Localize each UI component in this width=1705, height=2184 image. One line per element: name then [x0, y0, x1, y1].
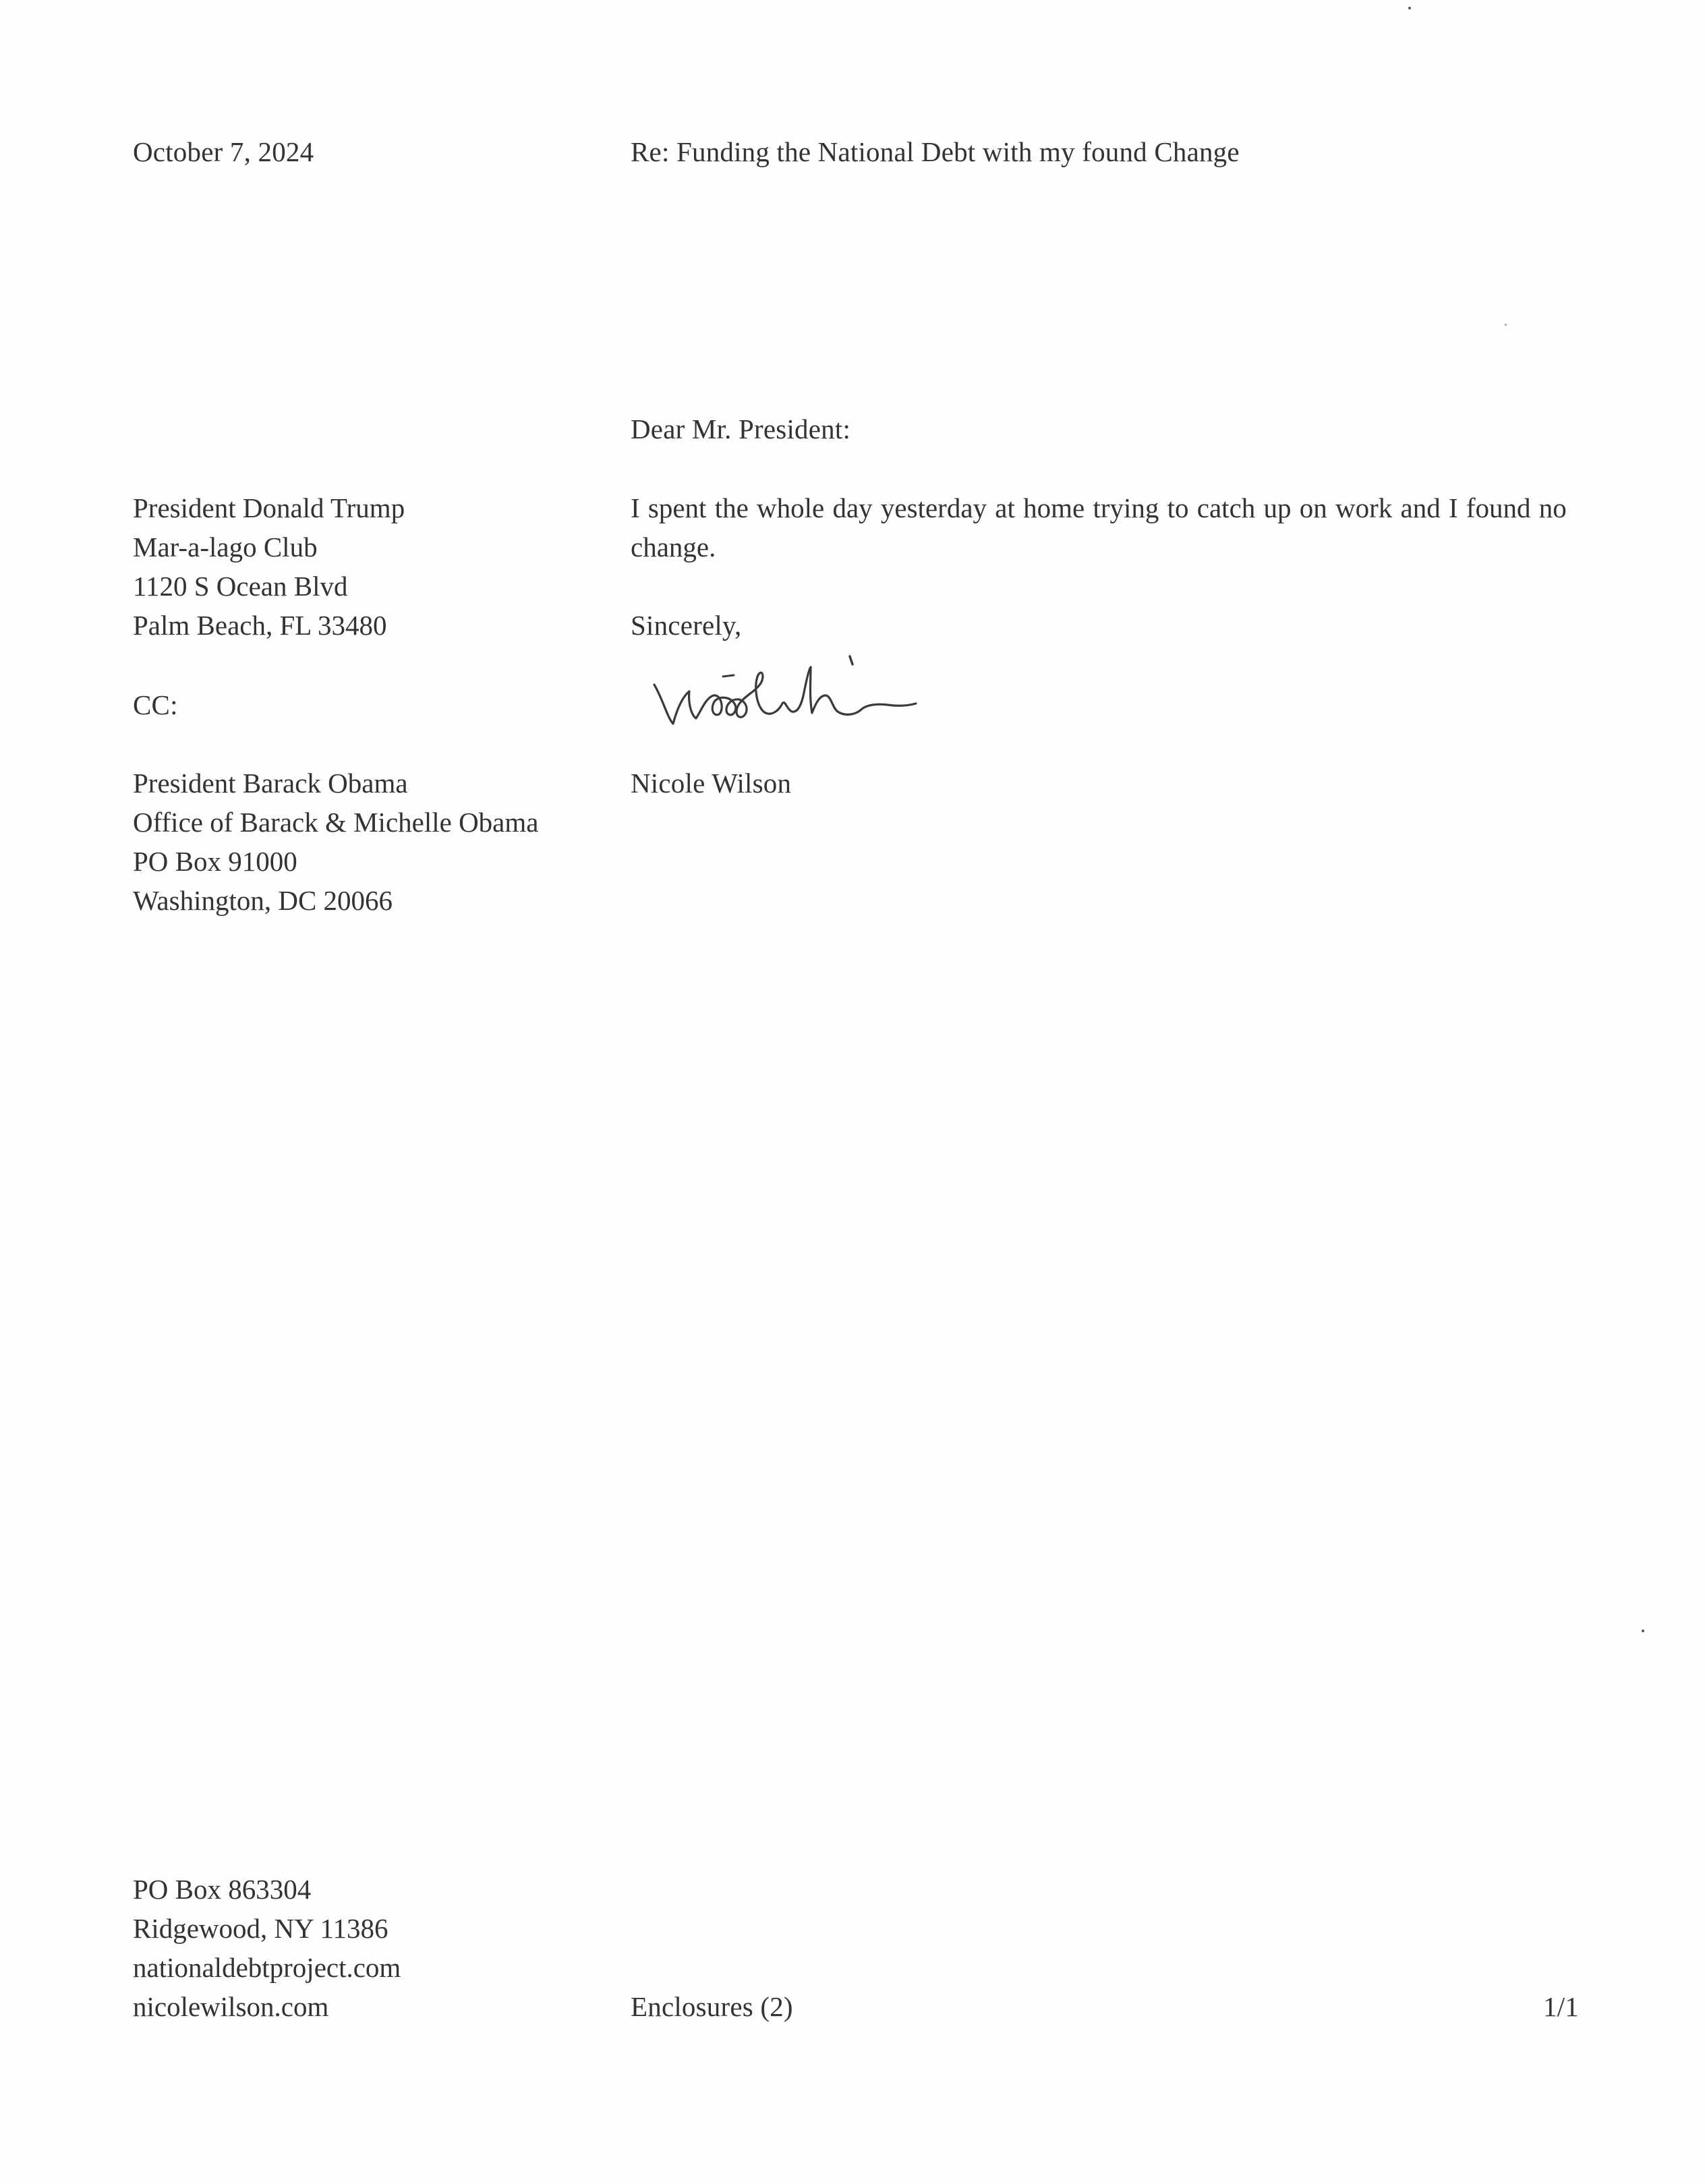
sender-line: nicolewilson.com: [133, 1991, 329, 2022]
sender-line: PO Box 863304: [133, 1874, 312, 1905]
recipient-line: President Donald Trump: [133, 492, 405, 523]
cc-recipient-line: Office of Barack & Michelle Obama: [133, 807, 539, 838]
recipient-line: Palm Beach, FL 33480: [133, 610, 387, 641]
scan-speck: [1505, 324, 1507, 326]
page-number: 1/1: [1543, 1991, 1579, 2022]
recipient-line: 1120 S Ocean Blvd: [133, 571, 348, 602]
cc-recipient-address: [133, 764, 538, 920]
letter-date: October 7, 2024: [133, 136, 314, 167]
recipient-line: Mar-a-lago Club: [133, 531, 318, 563]
sender-line: nationaldebtproject.com: [133, 1952, 401, 1983]
recipient-address: [133, 488, 405, 645]
sender-address: [133, 1870, 401, 2026]
signature-image: [647, 644, 985, 739]
scan-speck: [1642, 1630, 1644, 1632]
sender-line: Ridgewood, NY 11386: [133, 1913, 388, 1944]
salutation: Dear Mr. President:: [631, 413, 851, 444]
enclosures-note: Enclosures (2): [631, 1991, 793, 2022]
scan-speck: [1408, 7, 1411, 9]
cc-recipient-line: President Barack Obama: [133, 768, 408, 799]
cc-recipient-line: PO Box 91000: [133, 846, 297, 877]
letter-subject: Re: Funding the National Debt with my found Change: [631, 136, 1240, 167]
cc-label: CC:: [133, 689, 178, 720]
signature-name: Nicole Wilson: [631, 768, 792, 799]
cc-recipient-line: Washington, DC 20066: [133, 885, 393, 916]
letter-body: I spent the whole day yesterday at home trying to catch up on work and I found no change.: [631, 492, 1567, 563]
closing: Sincerely,: [631, 610, 742, 641]
